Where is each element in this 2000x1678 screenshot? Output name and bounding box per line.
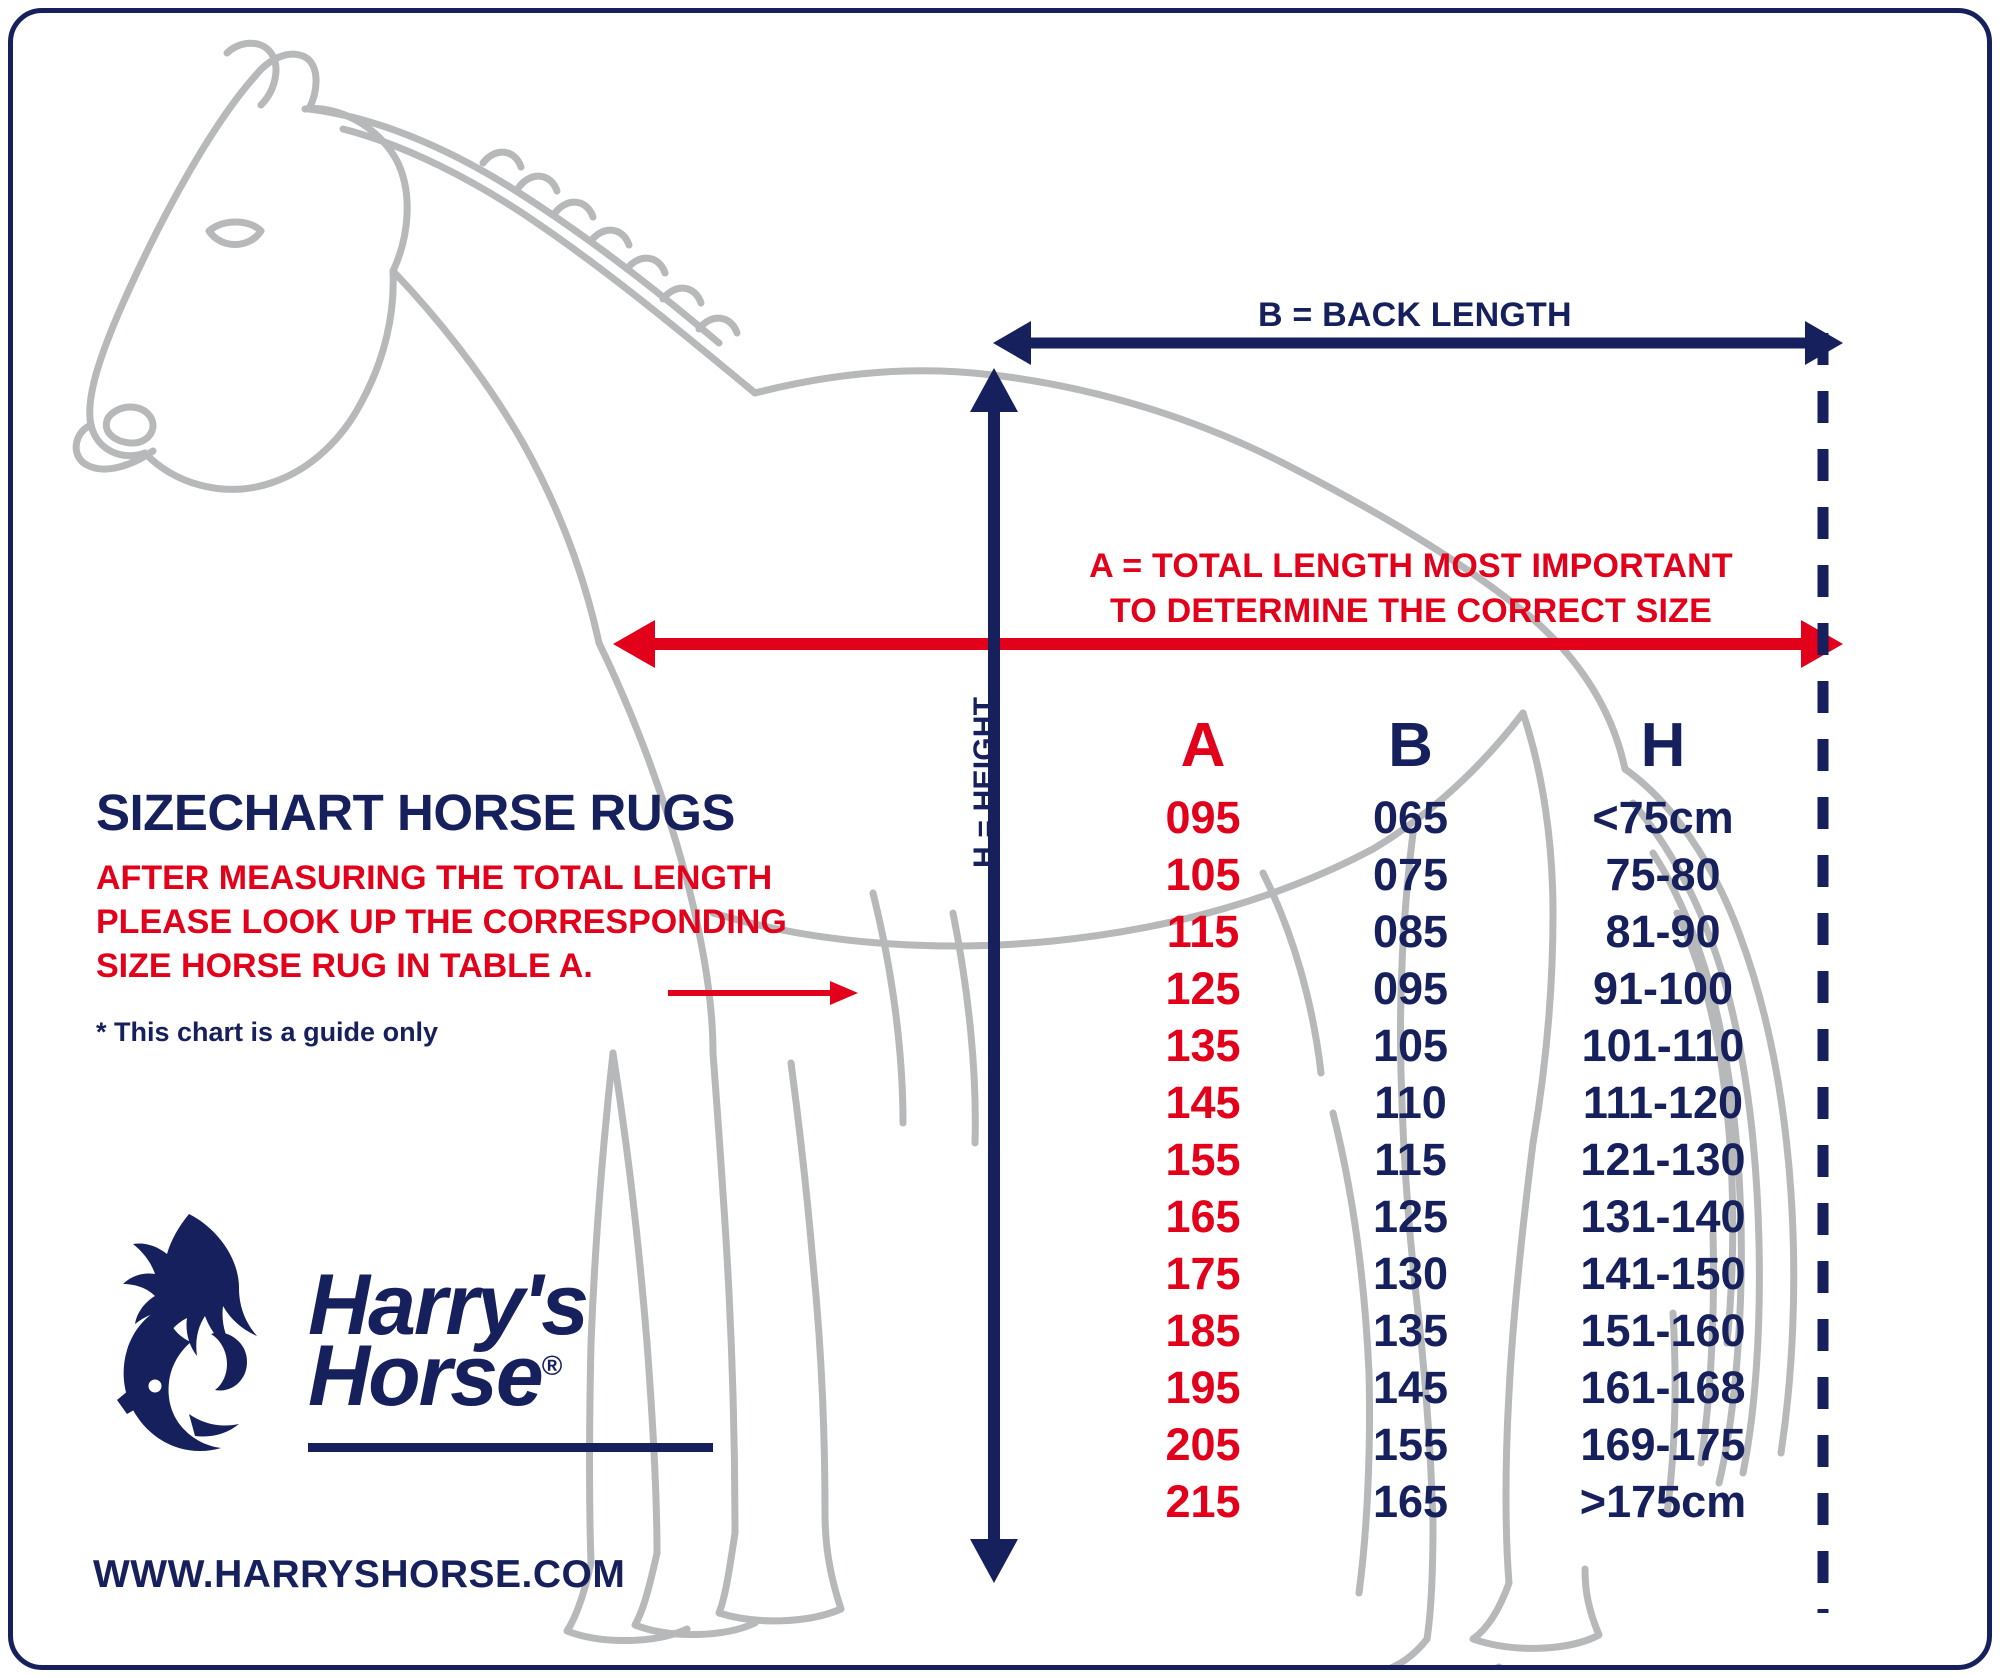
cell-b: 165	[1372, 1476, 1449, 1527]
cell-a: 125	[1165, 963, 1241, 1014]
horse-head-logo-icon	[93, 1208, 293, 1458]
cell-a: 135	[1165, 1020, 1241, 1071]
column-header-h: H	[1640, 711, 1686, 780]
cell-a: 155	[1165, 1134, 1241, 1185]
table-row	[1103, 1416, 1808, 1473]
instructions-block	[96, 783, 976, 1048]
table-row	[1103, 789, 1808, 846]
cell-a: 105	[1165, 849, 1241, 900]
instruction-line-2: PLEASE LOOK UP THE CORRESPONDING	[96, 903, 787, 942]
table-row	[1103, 1473, 1808, 1530]
table-row	[1103, 1359, 1808, 1416]
instruction-line-1: AFTER MEASURING THE TOTAL LENGTH	[96, 859, 773, 897]
cell-a: 195	[1165, 1362, 1241, 1413]
cell-h: 161-168	[1580, 1362, 1746, 1413]
cell-b: 105	[1372, 1020, 1449, 1071]
cell-h: 81-90	[1605, 906, 1721, 957]
size-table	[1103, 703, 1808, 1530]
table-row	[1103, 1302, 1808, 1359]
column-header-a: A	[1180, 711, 1226, 780]
cell-b: 125	[1372, 1191, 1449, 1242]
website-url: WWW.HARRYSHORSE.COM	[93, 1553, 626, 1596]
cell-h: 169-175	[1580, 1419, 1746, 1470]
column-header-b: B	[1388, 711, 1433, 780]
cell-h: 121-130	[1580, 1134, 1746, 1185]
cell-a: 145	[1165, 1077, 1241, 1128]
sizechart-card	[8, 8, 1992, 1670]
cell-a: 115	[1166, 906, 1240, 957]
cell-h: 131-140	[1580, 1191, 1746, 1242]
cell-b: 115	[1374, 1134, 1447, 1185]
cell-a: 175	[1165, 1248, 1241, 1299]
table-row	[1103, 1188, 1808, 1245]
cell-a: 165	[1165, 1191, 1241, 1242]
cell-b: 155	[1372, 1419, 1449, 1470]
cell-b: 135	[1372, 1305, 1449, 1356]
height-label: H = HEIGHT	[968, 696, 1001, 868]
cell-b: 110	[1374, 1077, 1447, 1128]
registered-mark: ®	[541, 1349, 561, 1381]
total-length-label	[1031, 544, 1791, 634]
tail-reference-dashed-line	[1813, 333, 1833, 1613]
cell-a: 215	[1165, 1476, 1241, 1527]
total-length-label-line1: A = TOTAL LENGTH MOST IMPORTANT	[1089, 547, 1733, 585]
brand-wordmark-bottom: Horse®	[308, 1327, 561, 1424]
page-title: SIZECHART HORSE RUGS	[96, 784, 735, 841]
table-row	[1103, 1017, 1808, 1074]
guide-note: * This chart is a guide only	[96, 1016, 439, 1047]
cell-h: >175cm	[1579, 1476, 1747, 1527]
table-row	[1103, 903, 1808, 960]
table-header-row	[1103, 703, 1808, 789]
cell-h: 75-80	[1605, 849, 1721, 900]
cell-b: 130	[1372, 1248, 1449, 1299]
cell-a: 095	[1165, 792, 1241, 843]
cell-h: 151-160	[1580, 1305, 1746, 1356]
table-row	[1103, 846, 1808, 903]
table-row	[1103, 1074, 1808, 1131]
cell-a: 205	[1165, 1419, 1241, 1470]
cell-b: 075	[1372, 849, 1449, 900]
cell-b: 095	[1372, 963, 1449, 1014]
cell-a: 185	[1165, 1305, 1241, 1356]
cell-b: 065	[1372, 792, 1449, 843]
table-row	[1103, 960, 1808, 1017]
instruction-line-3: SIZE HORSE RUG IN TABLE A.	[96, 947, 593, 986]
cell-h: 91-100	[1592, 963, 1734, 1014]
brand-wordmark-top: Harry's	[308, 1257, 587, 1353]
cell-b: 145	[1372, 1362, 1449, 1413]
logo-underline	[308, 1443, 713, 1452]
cell-h: 111-120	[1582, 1077, 1744, 1128]
back-length-label: B = BACK LENGTH	[1258, 296, 1572, 334]
cell-b: 085	[1372, 906, 1449, 957]
brand-wordmark	[308, 1257, 587, 1424]
total-length-label-line2: TO DETERMINE THE CORRECT SIZE	[1109, 591, 1713, 630]
cell-h: 101-110	[1581, 1020, 1745, 1071]
table-row	[1103, 1245, 1808, 1302]
cell-h: 141-150	[1580, 1248, 1746, 1299]
cell-h: <75cm	[1592, 792, 1734, 843]
table-row	[1103, 1131, 1808, 1188]
